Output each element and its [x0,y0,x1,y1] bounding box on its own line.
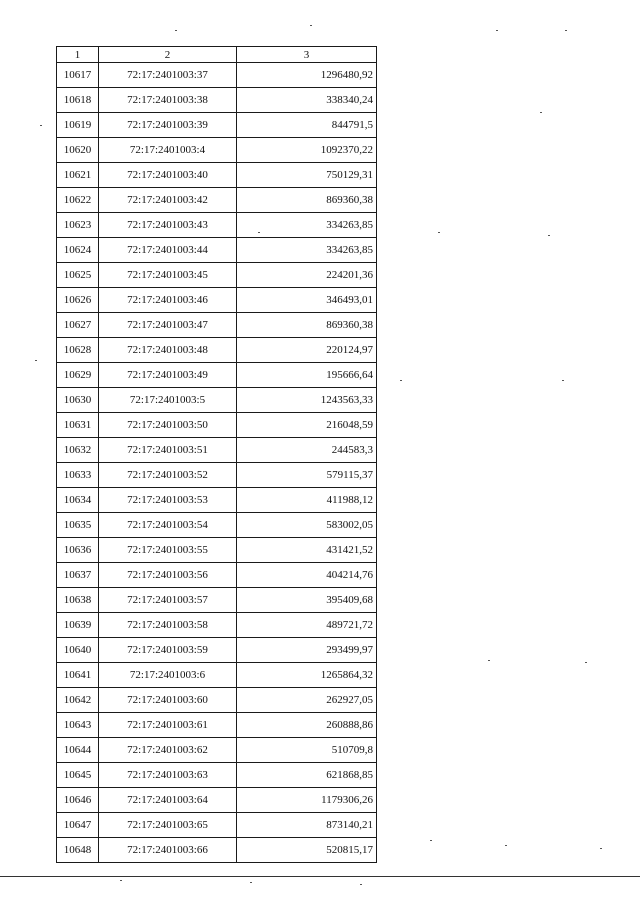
cadastral-value-cell: 1296480,92 [237,63,377,88]
cadastral-value-cell: 520815,17 [237,838,377,863]
cadastral-number-cell: 72:17:2401003:61 [99,713,237,738]
row-number-cell: 10643 [57,713,99,738]
scan-speck [488,660,490,661]
table-row [57,188,377,213]
cadastral-value-cell: 510709,8 [237,738,377,763]
table-row [57,113,377,138]
cadastral-number-cell: 72:17:2401003:50 [99,413,237,438]
scan-speck [562,380,564,381]
column-number-row [57,47,377,63]
column-header-3: 3 [237,47,377,63]
table-row [57,413,377,438]
cadastral-number-cell: 72:17:2401003:4 [99,138,237,163]
scan-speck [600,848,602,849]
cadastral-value-cell: 431421,52 [237,538,377,563]
cadastral-number-cell: 72:17:2401003:45 [99,263,237,288]
page-bottom-edge [0,876,640,877]
row-number-cell: 10631 [57,413,99,438]
row-number-cell: 10648 [57,838,99,863]
cadastral-value-cell: 1265864,32 [237,663,377,688]
table-row [57,638,377,663]
cadastral-number-cell: 72:17:2401003:42 [99,188,237,213]
scan-speck [438,232,440,233]
table-row [57,488,377,513]
cadastral-number-cell: 72:17:2401003:60 [99,688,237,713]
column-header-2: 2 [99,47,237,63]
row-number-cell: 10617 [57,63,99,88]
cadastral-number-cell: 72:17:2401003:66 [99,838,237,863]
table-row [57,288,377,313]
cadastral-value-cell: 404214,76 [237,563,377,588]
cadastral-number-cell: 72:17:2401003:65 [99,813,237,838]
row-number-cell: 10628 [57,338,99,363]
row-number-cell: 10625 [57,263,99,288]
cadastral-value-cell: 220124,97 [237,338,377,363]
scan-speck [540,112,542,113]
cadastral-number-cell: 72:17:2401003:51 [99,438,237,463]
row-number-cell: 10639 [57,613,99,638]
scan-speck [360,884,362,885]
table-row [57,838,377,863]
cadastral-number-cell: 72:17:2401003:58 [99,613,237,638]
row-number-cell: 10619 [57,113,99,138]
cadastral-value-cell: 750129,31 [237,163,377,188]
scan-speck [548,235,550,236]
cadastral-value-cell: 262927,05 [237,688,377,713]
table-row [57,338,377,363]
row-number-cell: 10644 [57,738,99,763]
cadastral-value-cell: 1179306,26 [237,788,377,813]
row-number-cell: 10637 [57,563,99,588]
cadastral-value-cell: 260888,86 [237,713,377,738]
cadastral-number-cell: 72:17:2401003:48 [99,338,237,363]
cadastral-value-cell: 411988,12 [237,488,377,513]
cadastral-number-cell: 72:17:2401003:37 [99,63,237,88]
table-row [57,513,377,538]
row-number-cell: 10624 [57,238,99,263]
row-number-cell: 10636 [57,538,99,563]
table-row [57,738,377,763]
row-number-cell: 10632 [57,438,99,463]
table-row [57,88,377,113]
cadastral-value-cell: 873140,21 [237,813,377,838]
row-number-cell: 10642 [57,688,99,713]
cadastral-number-cell: 72:17:2401003:54 [99,513,237,538]
cadastral-value-cell: 195666,64 [237,363,377,388]
row-number-cell: 10627 [57,313,99,338]
row-number-cell: 10634 [57,488,99,513]
scan-speck [496,30,498,31]
column-header-1: 1 [57,47,99,63]
row-number-cell: 10630 [57,388,99,413]
cadastral-value-cell: 334263,85 [237,238,377,263]
scan-speck [250,882,252,883]
cadastral-value-cell: 579115,37 [237,463,377,488]
row-number-cell: 10622 [57,188,99,213]
cadastral-value-table [56,46,377,863]
row-number-cell: 10640 [57,638,99,663]
table-row [57,388,377,413]
cadastral-value-cell: 395409,68 [237,588,377,613]
table-row [57,538,377,563]
table-row [57,588,377,613]
scan-speck [505,845,507,846]
cadastral-number-cell: 72:17:2401003:63 [99,763,237,788]
row-number-cell: 10621 [57,163,99,188]
cadastral-number-cell: 72:17:2401003:57 [99,588,237,613]
cadastral-value-cell: 244583,3 [237,438,377,463]
cadastral-value-cell: 844791,5 [237,113,377,138]
table-row [57,688,377,713]
table-row [57,238,377,263]
cadastral-value-cell: 293499,97 [237,638,377,663]
cadastral-number-cell: 72:17:2401003:39 [99,113,237,138]
table-row [57,163,377,188]
cadastral-value-cell: 346493,01 [237,288,377,313]
cadastral-value-cell: 583002,05 [237,513,377,538]
cadastral-number-cell: 72:17:2401003:43 [99,213,237,238]
table-row [57,138,377,163]
scan-speck [35,360,37,361]
table-row [57,463,377,488]
table-row [57,363,377,388]
cadastral-value-cell: 224201,36 [237,263,377,288]
cadastral-value-cell: 1243563,33 [237,388,377,413]
scan-speck [585,662,587,663]
cadastral-number-cell: 72:17:2401003:38 [99,88,237,113]
cadastral-number-cell: 72:17:2401003:56 [99,563,237,588]
cadastral-value-cell: 338340,24 [237,88,377,113]
scan-speck [400,380,402,381]
row-number-cell: 10620 [57,138,99,163]
row-number-cell: 10633 [57,463,99,488]
cadastral-value-cell: 216048,59 [237,413,377,438]
cadastral-value-cell: 489721,72 [237,613,377,638]
table-row [57,563,377,588]
table-row [57,763,377,788]
row-number-cell: 10638 [57,588,99,613]
cadastral-number-cell: 72:17:2401003:62 [99,738,237,763]
row-number-cell: 10626 [57,288,99,313]
cadastral-value-cell: 1092370,22 [237,138,377,163]
scan-speck [40,125,42,126]
row-number-cell: 10635 [57,513,99,538]
cadastral-value-cell: 334263,85 [237,213,377,238]
scan-speck [565,30,567,31]
cadastral-number-cell: 72:17:2401003:5 [99,388,237,413]
cadastral-number-cell: 72:17:2401003:52 [99,463,237,488]
cadastral-value-cell: 869360,38 [237,313,377,338]
cadastral-number-cell: 72:17:2401003:59 [99,638,237,663]
row-number-cell: 10646 [57,788,99,813]
table-row [57,713,377,738]
table-body [57,63,377,863]
cadastral-number-cell: 72:17:2401003:46 [99,288,237,313]
scan-speck [258,232,260,233]
cadastral-number-cell: 72:17:2401003:40 [99,163,237,188]
table-row [57,788,377,813]
scan-speck [175,30,177,31]
row-number-cell: 10618 [57,88,99,113]
table-row [57,813,377,838]
cadastral-value-cell: 621868,85 [237,763,377,788]
cadastral-value-cell: 869360,38 [237,188,377,213]
table-row [57,213,377,238]
row-number-cell: 10645 [57,763,99,788]
scan-speck [120,880,122,881]
row-number-cell: 10629 [57,363,99,388]
row-number-cell: 10623 [57,213,99,238]
cadastral-number-cell: 72:17:2401003:64 [99,788,237,813]
cadastral-number-cell: 72:17:2401003:47 [99,313,237,338]
row-number-cell: 10647 [57,813,99,838]
table-row [57,613,377,638]
table-row [57,663,377,688]
scan-speck [310,25,312,26]
scan-speck [430,840,432,841]
cadastral-number-cell: 72:17:2401003:53 [99,488,237,513]
cadastral-number-cell: 72:17:2401003:44 [99,238,237,263]
table-row [57,313,377,338]
table-row [57,63,377,88]
cadastral-number-cell: 72:17:2401003:55 [99,538,237,563]
cadastral-number-cell: 72:17:2401003:49 [99,363,237,388]
cadastral-number-cell: 72:17:2401003:6 [99,663,237,688]
row-number-cell: 10641 [57,663,99,688]
table-row [57,438,377,463]
table-row [57,263,377,288]
